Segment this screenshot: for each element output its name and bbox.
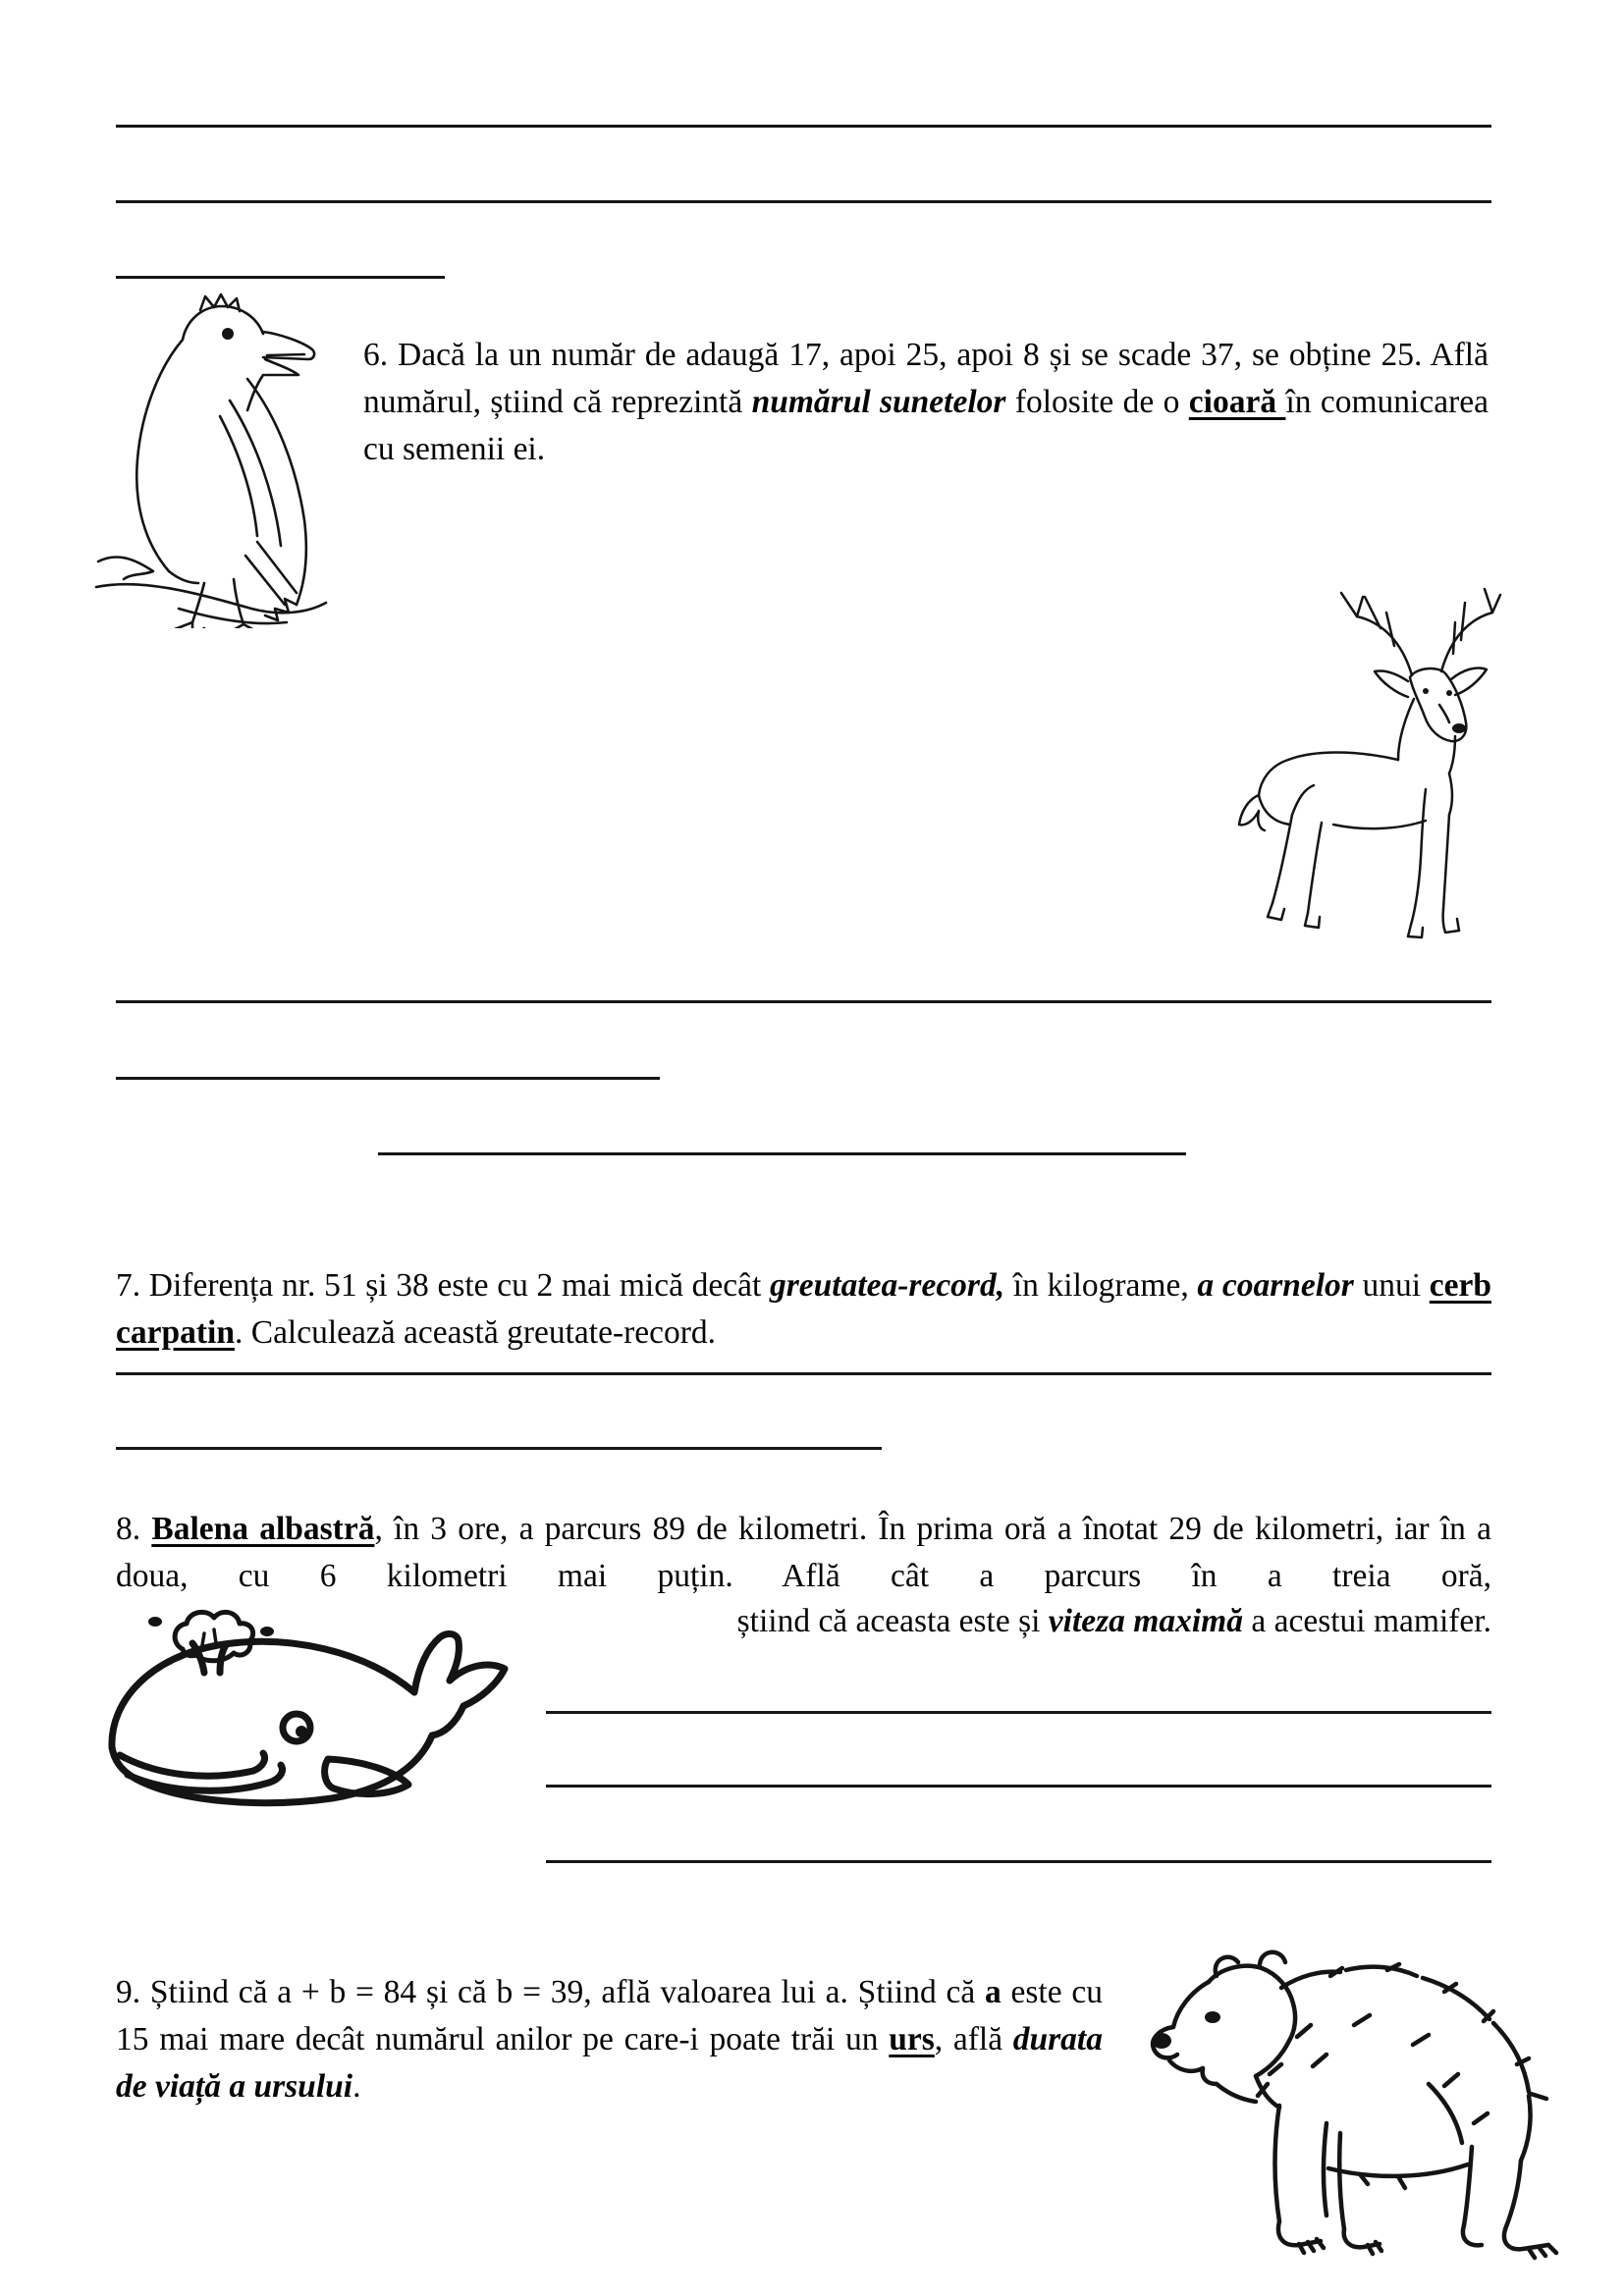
answer-line	[116, 200, 1491, 203]
answer-line	[116, 276, 445, 279]
problem-6-segment: în comunicarea cu semenii ei.	[363, 383, 1489, 467]
problem-6-segment-bold-underline: cioară	[1188, 383, 1286, 420]
bear-illustration	[1134, 1937, 1605, 2290]
problem-9-segment: , află	[934, 2020, 1013, 2057]
problem-7-segment-bold-underline: cerb carpatin	[116, 1266, 1492, 1351]
problem-8-segment-bold-italic: viteza maximă	[1048, 1602, 1243, 1639]
problem-9-segment-bold-underline: urs	[889, 2020, 935, 2057]
answer-line	[116, 125, 1491, 128]
problem-8-segment-bold-underline: Balena albastră	[151, 1510, 375, 1547]
answer-line	[546, 1711, 1491, 1714]
problem-6-segment: 6. Dacă la un număr de adaugă 17, apoi 25, apoi 8 și se scade 37, se obține 25. Află numărul, știind că reprezintă	[363, 336, 1489, 420]
whale-illustration	[88, 1606, 520, 1851]
problem-7-text	[116, 1262, 1491, 1357]
problem-6-segment: folosite de o	[1005, 383, 1189, 420]
problem-9-segment: .	[352, 2067, 361, 2105]
problem-7-segment-bold-italic: a coarnelor	[1197, 1266, 1354, 1304]
crow-illustration	[84, 285, 350, 628]
problem-7-segment: . Calculează această greutate-record.	[234, 1313, 717, 1351]
deer-illustration	[1208, 567, 1507, 952]
problem-6-segment-bold-italic: numărul sunetelor	[751, 383, 1006, 420]
problem-7-segment-bold-italic: greutatea-record,	[769, 1266, 1005, 1304]
problem-8-segment: 8.	[116, 1510, 152, 1547]
answer-line	[546, 1860, 1491, 1863]
problem-9-segment: este cu 15 mai mare decât numărul anilor pe care-i poate trăi un	[116, 1973, 1103, 2057]
problem-8-text	[116, 1506, 1491, 1600]
answer-line	[116, 1372, 1491, 1375]
problem-8-segment: știind că aceasta este și	[736, 1602, 1049, 1639]
problem-7-segment: unui	[1353, 1266, 1430, 1304]
problem-9-segment-bold-italic: durata de viață a ursului	[116, 2020, 1103, 2105]
answer-line	[116, 1077, 660, 1080]
problem-9-segment-bold: a	[985, 1973, 1001, 2010]
problem-9-segment: 9. Știind că a + b = 84 și că b = 39, află valoarea lui a. Știind că	[116, 1973, 986, 2010]
answer-line	[116, 1447, 882, 1450]
problem-8-segment: a acestui mamifer.	[1242, 1602, 1491, 1639]
problem-7-segment: 7. Diferența nr. 51 și 38 este cu 2 mai mică decât	[116, 1266, 770, 1304]
answer-line	[378, 1152, 1186, 1155]
problem-7-segment: în kilograme,	[1004, 1266, 1198, 1304]
problem-9-text	[116, 1969, 1103, 2110]
problem-6-text	[363, 332, 1489, 473]
answer-line	[546, 1785, 1491, 1788]
problem-8-segment: , în 3 ore, a parcurs 89 de kilometri. În prima oră a înotat 29 de kilometri, iar în a doua, cu 6 kilometri mai puțin. Află cât a parcurs în a treia oră,	[116, 1510, 1492, 1594]
answer-line	[116, 1000, 1491, 1003]
